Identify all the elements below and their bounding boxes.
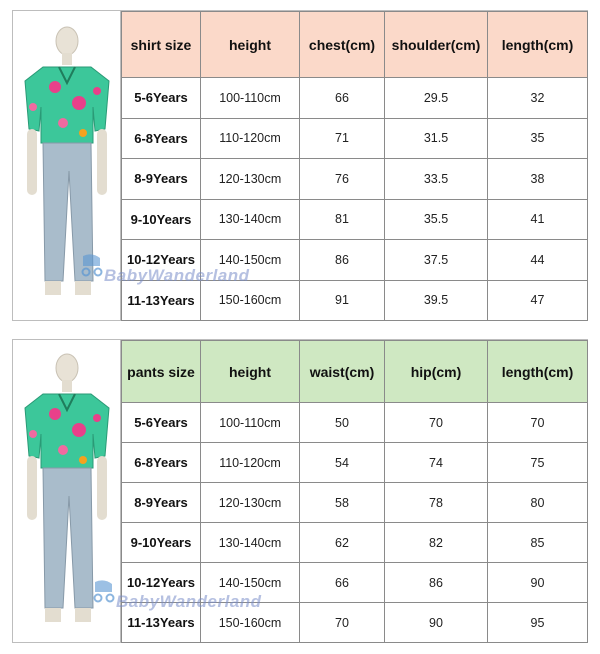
table-row <box>122 523 588 563</box>
height-cell: 110-120cm <box>201 443 300 483</box>
height-cell: 120-130cm <box>201 483 300 523</box>
height-cell: 150-160cm <box>201 603 300 643</box>
shoulder-cell: 29.5 <box>385 78 488 119</box>
height-cell: 100-110cm <box>201 403 300 443</box>
height-cell: 140-150cm <box>201 240 300 281</box>
pants-header-row <box>122 341 588 403</box>
header-cell: shoulder(cm) <box>385 12 488 78</box>
size-cell: 5-6Years <box>122 403 201 443</box>
waist-cell: 50 <box>300 403 385 443</box>
shirt-header-row <box>122 12 588 78</box>
mannequin-image <box>13 11 121 320</box>
table-row <box>122 483 588 523</box>
height-cell: 120-130cm <box>201 159 300 200</box>
shoulder-cell: 33.5 <box>385 159 488 200</box>
table-row <box>122 563 588 603</box>
size-cell: 8-9Years <box>122 483 201 523</box>
length-cell: 70 <box>488 403 588 443</box>
hip-cell: 90 <box>385 603 488 643</box>
length-cell: 41 <box>488 199 588 240</box>
hip-cell: 78 <box>385 483 488 523</box>
shirt-size-panel <box>12 10 588 321</box>
waist-cell: 62 <box>300 523 385 563</box>
pants-size-panel <box>12 339 588 643</box>
watermark-text: BabyWanderland <box>104 266 250 285</box>
size-cell: 5-6Years <box>122 78 201 119</box>
pants-size-table <box>121 340 588 643</box>
chest-cell: 71 <box>300 118 385 159</box>
waist-cell: 54 <box>300 443 385 483</box>
hip-cell: 82 <box>385 523 488 563</box>
shoulder-cell: 31.5 <box>385 118 488 159</box>
mannequin-image <box>13 340 121 642</box>
header-cell: pants size <box>122 341 201 403</box>
header-cell: length(cm) <box>488 341 588 403</box>
chest-cell: 76 <box>300 159 385 200</box>
header-cell: chest(cm) <box>300 12 385 78</box>
height-cell: 140-150cm <box>201 563 300 603</box>
header-cell: waist(cm) <box>300 341 385 403</box>
hip-cell: 70 <box>385 403 488 443</box>
shoulder-cell: 35.5 <box>385 199 488 240</box>
size-cell: 11-13Years <box>122 603 201 643</box>
shirt-size-table <box>121 11 588 321</box>
waist-cell: 70 <box>300 603 385 643</box>
height-cell: 150-160cm <box>201 280 300 321</box>
hip-cell: 86 <box>385 563 488 603</box>
size-cell: 6-8Years <box>122 443 201 483</box>
hip-cell: 74 <box>385 443 488 483</box>
length-cell: 35 <box>488 118 588 159</box>
table-row <box>122 118 588 159</box>
table-row <box>122 240 588 281</box>
shoulder-cell: 37.5 <box>385 240 488 281</box>
length-cell: 32 <box>488 78 588 119</box>
table-row <box>122 403 588 443</box>
table-row <box>122 603 588 643</box>
header-cell: length(cm) <box>488 12 588 78</box>
height-cell: 130-140cm <box>201 523 300 563</box>
length-cell: 44 <box>488 240 588 281</box>
chest-cell: 81 <box>300 199 385 240</box>
length-cell: 38 <box>488 159 588 200</box>
chest-cell: 66 <box>300 78 385 119</box>
size-cell: 10-12Years <box>122 563 201 603</box>
length-cell: 90 <box>488 563 588 603</box>
length-cell: 80 <box>488 483 588 523</box>
height-cell: 110-120cm <box>201 118 300 159</box>
size-cell: 9-10Years <box>122 523 201 563</box>
table-row <box>122 78 588 119</box>
length-cell: 75 <box>488 443 588 483</box>
mannequin-outfit-illustration <box>13 340 120 642</box>
header-cell: hip(cm) <box>385 341 488 403</box>
size-cell: 6-8Years <box>122 118 201 159</box>
shoulder-cell: 39.5 <box>385 280 488 321</box>
length-cell: 85 <box>488 523 588 563</box>
watermark-text: BabyWanderland <box>116 592 262 611</box>
size-cell: 9-10Years <box>122 199 201 240</box>
length-cell: 95 <box>488 603 588 643</box>
size-cell: 10-12Years <box>122 240 201 281</box>
table-row <box>122 280 588 321</box>
table-row <box>122 159 588 200</box>
header-cell: height <box>201 12 300 78</box>
table-row <box>122 199 588 240</box>
size-cell: 8-9Years <box>122 159 201 200</box>
length-cell: 47 <box>488 280 588 321</box>
header-cell: height <box>201 341 300 403</box>
height-cell: 100-110cm <box>201 78 300 119</box>
header-cell: shirt size <box>122 12 201 78</box>
size-cell: 11-13Years <box>122 280 201 321</box>
chest-cell: 91 <box>300 280 385 321</box>
height-cell: 130-140cm <box>201 199 300 240</box>
waist-cell: 66 <box>300 563 385 603</box>
table-row <box>122 443 588 483</box>
waist-cell: 58 <box>300 483 385 523</box>
chest-cell: 86 <box>300 240 385 281</box>
mannequin-outfit-illustration <box>13 11 120 320</box>
